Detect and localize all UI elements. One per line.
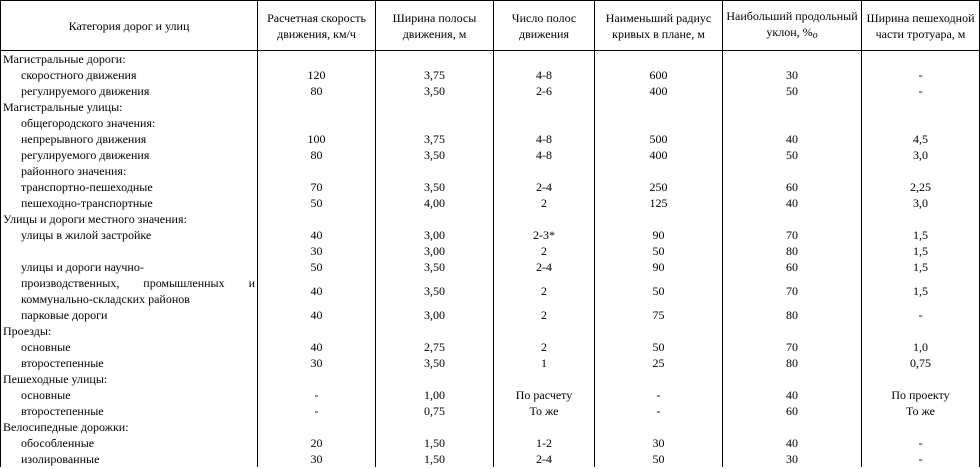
table-row bbox=[1, 371, 980, 387]
row-category-label: Магистральные улицы: bbox=[1, 99, 258, 115]
table-row bbox=[1, 115, 980, 131]
row-min-radius: 500 bbox=[595, 131, 723, 147]
row-category-label: Пешеходные улицы: bbox=[1, 371, 258, 387]
header-max-slope-unit-sub: o bbox=[812, 29, 818, 41]
row-speed: 40 bbox=[258, 307, 376, 323]
row-lane-width: 3,50 bbox=[376, 83, 494, 99]
header-max-slope-text: Наибольший продольный уклон, % bbox=[726, 8, 858, 39]
row-category-label: общегородского значения: bbox=[1, 115, 258, 131]
row-speed: - bbox=[258, 403, 376, 419]
row-category-label: районного значения: bbox=[1, 163, 258, 179]
row-max-slope: 60 bbox=[723, 259, 862, 275]
row-lane-count bbox=[494, 163, 595, 179]
row-category-label: изолированные bbox=[1, 451, 258, 467]
row-lane-width: 3,00 bbox=[376, 307, 494, 323]
row-speed: 70 bbox=[258, 179, 376, 195]
row-min-radius: 90 bbox=[595, 259, 723, 275]
row-category-label: производственных, промышленных и коммунально-складских районов bbox=[1, 275, 258, 307]
row-category-label: второстепенные bbox=[1, 403, 258, 419]
row-min-radius: 125 bbox=[595, 195, 723, 211]
row-max-slope: 60 bbox=[723, 179, 862, 195]
row-category-label: основные bbox=[1, 339, 258, 355]
table-row bbox=[1, 339, 980, 355]
row-category-label: транспортно-пешеходные bbox=[1, 179, 258, 195]
row-lane-width: 3,00 bbox=[376, 227, 494, 243]
row-sidewalk-width bbox=[862, 163, 980, 179]
row-lane-width: 3,50 bbox=[376, 147, 494, 163]
row-sidewalk-width: - bbox=[862, 307, 980, 323]
row-speed bbox=[258, 163, 376, 179]
row-max-slope bbox=[723, 371, 862, 387]
row-max-slope bbox=[723, 115, 862, 131]
row-speed: 40 bbox=[258, 275, 376, 307]
row-max-slope bbox=[723, 323, 862, 339]
row-min-radius bbox=[595, 163, 723, 179]
row-category-label: Велосипедные дорожки: bbox=[1, 419, 258, 435]
row-speed bbox=[258, 323, 376, 339]
table-row bbox=[1, 387, 980, 403]
row-max-slope: 70 bbox=[723, 275, 862, 307]
row-min-radius bbox=[595, 211, 723, 227]
row-category-label: регулируемого движения bbox=[1, 83, 258, 99]
row-min-radius: 25 bbox=[595, 355, 723, 371]
row-category-label: скоростного движения bbox=[1, 67, 258, 83]
row-sidewalk-width: То же bbox=[862, 403, 980, 419]
row-lane-width: 1,00 bbox=[376, 387, 494, 403]
row-min-radius bbox=[595, 51, 723, 68]
row-lane-width: 3,75 bbox=[376, 131, 494, 147]
row-category-label: непрерывного движения bbox=[1, 131, 258, 147]
header-sidewalk-width: Ширина пешеходной части тротуара, м bbox=[862, 1, 980, 51]
row-lane-width: 4,00 bbox=[376, 195, 494, 211]
row-category-label bbox=[1, 243, 258, 259]
row-category-label: пешеходно-транспортные bbox=[1, 195, 258, 211]
row-speed: 30 bbox=[258, 355, 376, 371]
row-sidewalk-width: По проекту bbox=[862, 387, 980, 403]
table-row bbox=[1, 307, 980, 323]
header-category: Категория дорог и улиц bbox=[1, 1, 258, 51]
row-max-slope: 50 bbox=[723, 147, 862, 163]
row-category-label: регулируемого движения bbox=[1, 147, 258, 163]
row-sidewalk-width: 0,75 bbox=[862, 355, 980, 371]
row-sidewalk-width: - bbox=[862, 83, 980, 99]
table-row bbox=[1, 227, 980, 243]
row-lane-count bbox=[494, 211, 595, 227]
row-lane-width: 3,50 bbox=[376, 179, 494, 195]
row-category-label: улицы в жилой застройке bbox=[1, 227, 258, 243]
row-max-slope: 70 bbox=[723, 339, 862, 355]
row-lane-count: 2-4 bbox=[494, 451, 595, 467]
row-sidewalk-width bbox=[862, 51, 980, 68]
row-max-slope: 30 bbox=[723, 67, 862, 83]
row-min-radius bbox=[595, 115, 723, 131]
row-max-slope: 50 bbox=[723, 83, 862, 99]
row-sidewalk-width: - bbox=[862, 67, 980, 83]
row-category-label: основные bbox=[1, 387, 258, 403]
row-sidewalk-width bbox=[862, 99, 980, 115]
row-lane-count: 2 bbox=[494, 307, 595, 323]
row-lane-count: 1 bbox=[494, 355, 595, 371]
row-max-slope: 80 bbox=[723, 307, 862, 323]
row-lane-width bbox=[376, 323, 494, 339]
row-sidewalk-width: 1,0 bbox=[862, 339, 980, 355]
row-max-slope: 60 bbox=[723, 403, 862, 419]
row-min-radius: 30 bbox=[595, 435, 723, 451]
row-lane-count: 2 bbox=[494, 339, 595, 355]
row-sidewalk-width: 1,5 bbox=[862, 259, 980, 275]
table-row bbox=[1, 51, 980, 68]
row-lane-count bbox=[494, 115, 595, 131]
row-sidewalk-width: 1,5 bbox=[862, 243, 980, 259]
row-speed: 30 bbox=[258, 243, 376, 259]
row-min-radius: 250 bbox=[595, 179, 723, 195]
table-body bbox=[1, 51, 980, 468]
row-max-slope: 70 bbox=[723, 227, 862, 243]
row-lane-width: 3,00 bbox=[376, 243, 494, 259]
row-category-label: Проезды: bbox=[1, 323, 258, 339]
row-min-radius: 50 bbox=[595, 451, 723, 467]
row-sidewalk-width: - bbox=[862, 435, 980, 451]
table-row bbox=[1, 275, 980, 307]
row-max-slope: 30 bbox=[723, 451, 862, 467]
row-sidewalk-width: 3,0 bbox=[862, 147, 980, 163]
row-lane-count: 2-4 bbox=[494, 259, 595, 275]
row-max-slope: 40 bbox=[723, 435, 862, 451]
row-speed: 80 bbox=[258, 83, 376, 99]
row-lane-count bbox=[494, 419, 595, 435]
row-min-radius: 400 bbox=[595, 83, 723, 99]
row-lane-width: 3,50 bbox=[376, 275, 494, 307]
row-lane-count bbox=[494, 51, 595, 68]
row-max-slope bbox=[723, 163, 862, 179]
row-speed bbox=[258, 99, 376, 115]
row-lane-width: 3,50 bbox=[376, 355, 494, 371]
row-max-slope: 80 bbox=[723, 355, 862, 371]
row-min-radius: 50 bbox=[595, 339, 723, 355]
row-lane-width bbox=[376, 99, 494, 115]
row-lane-count: То же bbox=[494, 403, 595, 419]
row-lane-count: 2 bbox=[494, 195, 595, 211]
table-row bbox=[1, 83, 980, 99]
row-min-radius: 600 bbox=[595, 67, 723, 83]
row-sidewalk-width bbox=[862, 419, 980, 435]
row-speed: 40 bbox=[258, 227, 376, 243]
row-min-radius: - bbox=[595, 403, 723, 419]
header-lane-width: Ширина полосы движения, м bbox=[376, 1, 494, 51]
row-min-radius: - bbox=[595, 387, 723, 403]
row-lane-count: По расчету bbox=[494, 387, 595, 403]
header-row bbox=[1, 1, 980, 51]
row-lane-count bbox=[494, 99, 595, 115]
row-lane-width: 2,75 bbox=[376, 339, 494, 355]
row-speed: 120 bbox=[258, 67, 376, 83]
header-max-slope bbox=[723, 1, 862, 51]
row-sidewalk-width: - bbox=[862, 451, 980, 467]
row-speed: 40 bbox=[258, 339, 376, 355]
row-lane-count: 4-8 bbox=[494, 67, 595, 83]
row-sidewalk-width bbox=[862, 323, 980, 339]
row-lane-count: 2-4 bbox=[494, 179, 595, 195]
row-lane-width: 1,50 bbox=[376, 435, 494, 451]
header-lane-count: Число полос движения bbox=[494, 1, 595, 51]
table-row bbox=[1, 67, 980, 83]
row-speed bbox=[258, 211, 376, 227]
row-max-slope bbox=[723, 211, 862, 227]
table-row bbox=[1, 259, 980, 275]
row-speed bbox=[258, 371, 376, 387]
table-row bbox=[1, 435, 980, 451]
row-speed: 50 bbox=[258, 195, 376, 211]
row-category-label: Улицы и дороги местного значения: bbox=[1, 211, 258, 227]
row-lane-width: 3,75 bbox=[376, 67, 494, 83]
row-lane-count: 2-6 bbox=[494, 83, 595, 99]
table-row bbox=[1, 243, 980, 259]
table-row bbox=[1, 163, 980, 179]
row-lane-count: 2-3* bbox=[494, 227, 595, 243]
table-row bbox=[1, 323, 980, 339]
row-lane-width: 1,50 bbox=[376, 451, 494, 467]
row-speed: 30 bbox=[258, 451, 376, 467]
row-lane-width bbox=[376, 371, 494, 387]
row-lane-width bbox=[376, 419, 494, 435]
row-lane-count: 4-8 bbox=[494, 147, 595, 163]
row-speed: 50 bbox=[258, 259, 376, 275]
table-row bbox=[1, 147, 980, 163]
row-speed: 80 bbox=[258, 147, 376, 163]
table-row bbox=[1, 179, 980, 195]
row-max-slope: 80 bbox=[723, 243, 862, 259]
header-speed: Расчетная скорость движения, км/ч bbox=[258, 1, 376, 51]
row-lane-width bbox=[376, 115, 494, 131]
row-sidewalk-width bbox=[862, 371, 980, 387]
row-lane-count bbox=[494, 371, 595, 387]
row-category-label: второстепенные bbox=[1, 355, 258, 371]
row-lane-width: 0,75 bbox=[376, 403, 494, 419]
table-row bbox=[1, 131, 980, 147]
row-min-radius: 75 bbox=[595, 307, 723, 323]
table-row bbox=[1, 99, 980, 115]
row-speed bbox=[258, 419, 376, 435]
table-row bbox=[1, 451, 980, 467]
row-max-slope: 40 bbox=[723, 387, 862, 403]
row-min-radius: 90 bbox=[595, 227, 723, 243]
row-max-slope: 40 bbox=[723, 195, 862, 211]
row-sidewalk-width bbox=[862, 115, 980, 131]
row-lane-width bbox=[376, 211, 494, 227]
row-sidewalk-width: 1,5 bbox=[862, 227, 980, 243]
row-lane-count: 2 bbox=[494, 243, 595, 259]
row-min-radius bbox=[595, 371, 723, 387]
row-category-label: парковые дороги bbox=[1, 307, 258, 323]
row-speed: 20 bbox=[258, 435, 376, 451]
row-lane-count bbox=[494, 323, 595, 339]
row-speed: - bbox=[258, 387, 376, 403]
row-min-radius: 50 bbox=[595, 243, 723, 259]
row-sidewalk-width: 3,0 bbox=[862, 195, 980, 211]
row-speed bbox=[258, 115, 376, 131]
row-max-slope bbox=[723, 419, 862, 435]
row-min-radius bbox=[595, 419, 723, 435]
row-speed: 100 bbox=[258, 131, 376, 147]
table-row bbox=[1, 403, 980, 419]
row-lane-count: 4-8 bbox=[494, 131, 595, 147]
table-row bbox=[1, 419, 980, 435]
row-sidewalk-width: 4,5 bbox=[862, 131, 980, 147]
row-min-radius bbox=[595, 99, 723, 115]
row-lane-width bbox=[376, 51, 494, 68]
row-sidewalk-width bbox=[862, 211, 980, 227]
table-row bbox=[1, 211, 980, 227]
row-lane-count: 1-2 bbox=[494, 435, 595, 451]
row-max-slope bbox=[723, 51, 862, 68]
header-min-radius: Наименьший радиус кривых в плане, м bbox=[595, 1, 723, 51]
row-max-slope bbox=[723, 99, 862, 115]
row-lane-count: 2 bbox=[494, 275, 595, 307]
row-min-radius: 400 bbox=[595, 147, 723, 163]
row-category-label: улицы и дороги научно- bbox=[1, 259, 258, 275]
row-category-label: Магистральные дороги: bbox=[1, 51, 258, 68]
row-min-radius: 50 bbox=[595, 275, 723, 307]
row-min-radius bbox=[595, 323, 723, 339]
row-sidewalk-width: 2,25 bbox=[862, 179, 980, 195]
table-row bbox=[1, 355, 980, 371]
row-lane-width: 3,50 bbox=[376, 259, 494, 275]
table-row bbox=[1, 195, 980, 211]
row-max-slope: 40 bbox=[723, 131, 862, 147]
row-sidewalk-width: 1,5 bbox=[862, 275, 980, 307]
row-category-label: обособленные bbox=[1, 435, 258, 451]
row-lane-width bbox=[376, 163, 494, 179]
row-speed bbox=[258, 51, 376, 68]
